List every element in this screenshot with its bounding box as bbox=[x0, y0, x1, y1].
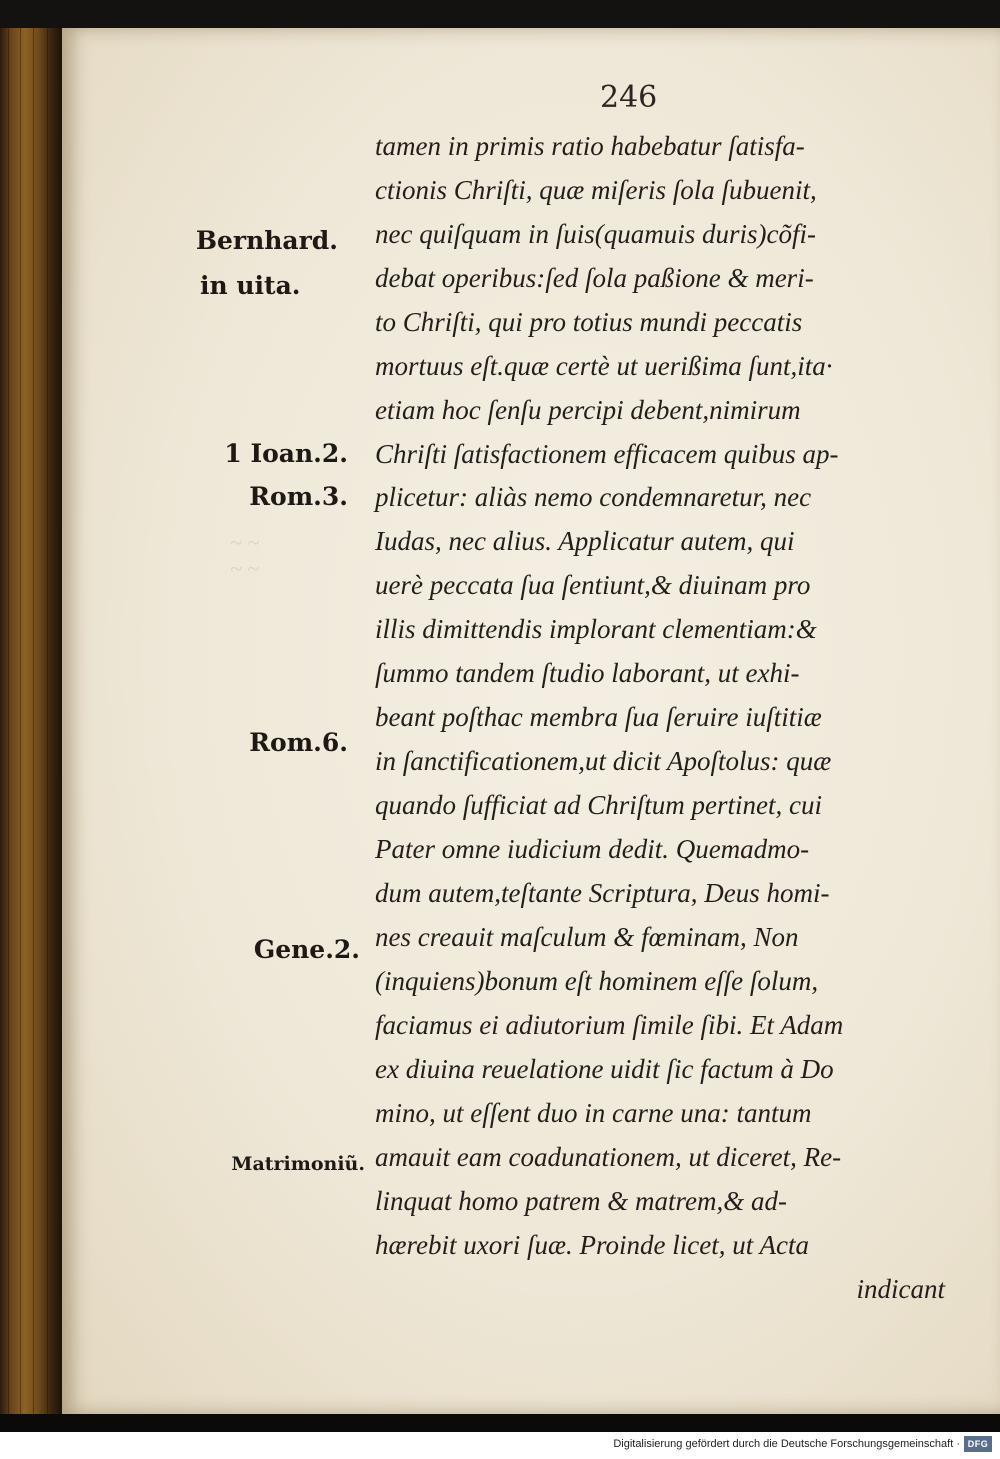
scan-background-top bbox=[0, 0, 1000, 28]
body-line: quando ſufficiat ad Chriſtum pertinet, cui bbox=[375, 790, 822, 820]
body-line: Chriſti ſatisfactionem efficacem quibus ap- bbox=[375, 439, 839, 469]
body-line: uerè peccata ſua ſentiunt,& diuinam pro bbox=[375, 570, 811, 600]
body-line: faciamus ei adiutorium ſimile ſibi. Et Adam bbox=[375, 1010, 844, 1040]
catchword: indicant bbox=[856, 1274, 945, 1304]
body-line: linquat homo patrem & matrem,& ad- bbox=[375, 1186, 787, 1216]
body-line: mortuus eſt.quæ certè ut uerißima ſunt,ita· bbox=[375, 351, 833, 381]
margin-note-bernhard: Bernhard. bbox=[195, 226, 338, 255]
body-line: ctionis Chriſti, quæ miſeris ſola ſubuenit, bbox=[375, 175, 817, 205]
body-line: mino, ut eſſent duo in carne una: tantum bbox=[375, 1098, 812, 1128]
body-line: to Chriſti, qui pro totius mundi peccatis bbox=[375, 307, 803, 337]
attribution-text: Digitalisierung gefördert durch die Deutsche Forschungsgemeinschaft · bbox=[613, 1438, 960, 1450]
body-line: etiam hoc ſenſu percipi debent,nimirum bbox=[375, 395, 801, 425]
edge-line bbox=[33, 28, 34, 1418]
body-line: plicetur: aliàs nemo condemnaretur, nec bbox=[375, 482, 812, 512]
body-line: hærebit uxori ſuæ. Proinde licet, ut Acta bbox=[375, 1230, 809, 1260]
body-line: in ſanctificationem,ut dicit Apoſtolus: quæ bbox=[375, 746, 832, 776]
margin-note-ioan: 1 Ioan.2. bbox=[224, 439, 348, 468]
margin-note-gene: Gene.2. bbox=[253, 935, 360, 964]
edge-line bbox=[8, 28, 9, 1418]
dfg-logo: DFG bbox=[964, 1436, 992, 1452]
page-number: 246 bbox=[600, 80, 658, 115]
body-line: nes creauit maſculum & fœminam, Non bbox=[375, 922, 799, 952]
body-line: (inquiens)bonum eſt hominem eſſe ſolum, bbox=[375, 966, 819, 996]
body-line: beant poſthac membra ſua ſeruire iuſtitiæ bbox=[375, 702, 822, 732]
edge-line bbox=[47, 28, 48, 1418]
scan-background-bottom bbox=[0, 1414, 1000, 1432]
book-fore-edge bbox=[0, 28, 62, 1418]
body-line: amauit eam coadunationem, ut diceret, Re- bbox=[375, 1142, 842, 1172]
body-line: ex diuina reuelatione uidit ſic factum à Do bbox=[375, 1054, 834, 1084]
body-line: Pater omne iudicium dedit. Quemadmo- bbox=[375, 834, 810, 864]
margin-note-rom3: Rom.3. bbox=[249, 482, 348, 511]
body-line: dum autem,teſtante Scriptura, Deus homi- bbox=[375, 878, 830, 908]
margin-note-rom6: Rom.6. bbox=[249, 728, 348, 757]
body-line: tamen in primis ratio habebatur ſatisfa- bbox=[375, 131, 805, 161]
bleed-through-marks: ~ ~ ~ ~ bbox=[230, 530, 260, 581]
body-line: Iudas, nec alius. Applicatur autem, qui bbox=[375, 526, 795, 556]
margin-note-matrimonium: Matrimoniũ. bbox=[231, 1153, 365, 1175]
margin-note-in-uita: in uita. bbox=[200, 271, 301, 300]
body-line: illis dimittendis implorant clementiam:& bbox=[375, 614, 817, 644]
body-line: ſummo tandem ſtudio laborant, ut exhi- bbox=[375, 658, 800, 688]
body-line: debat operibus:ſed ſola paßione & meri- bbox=[375, 263, 814, 293]
edge-line bbox=[20, 28, 21, 1418]
body-line: nec quiſquam in ſuis(quamuis duris)cõfi- bbox=[375, 219, 816, 249]
